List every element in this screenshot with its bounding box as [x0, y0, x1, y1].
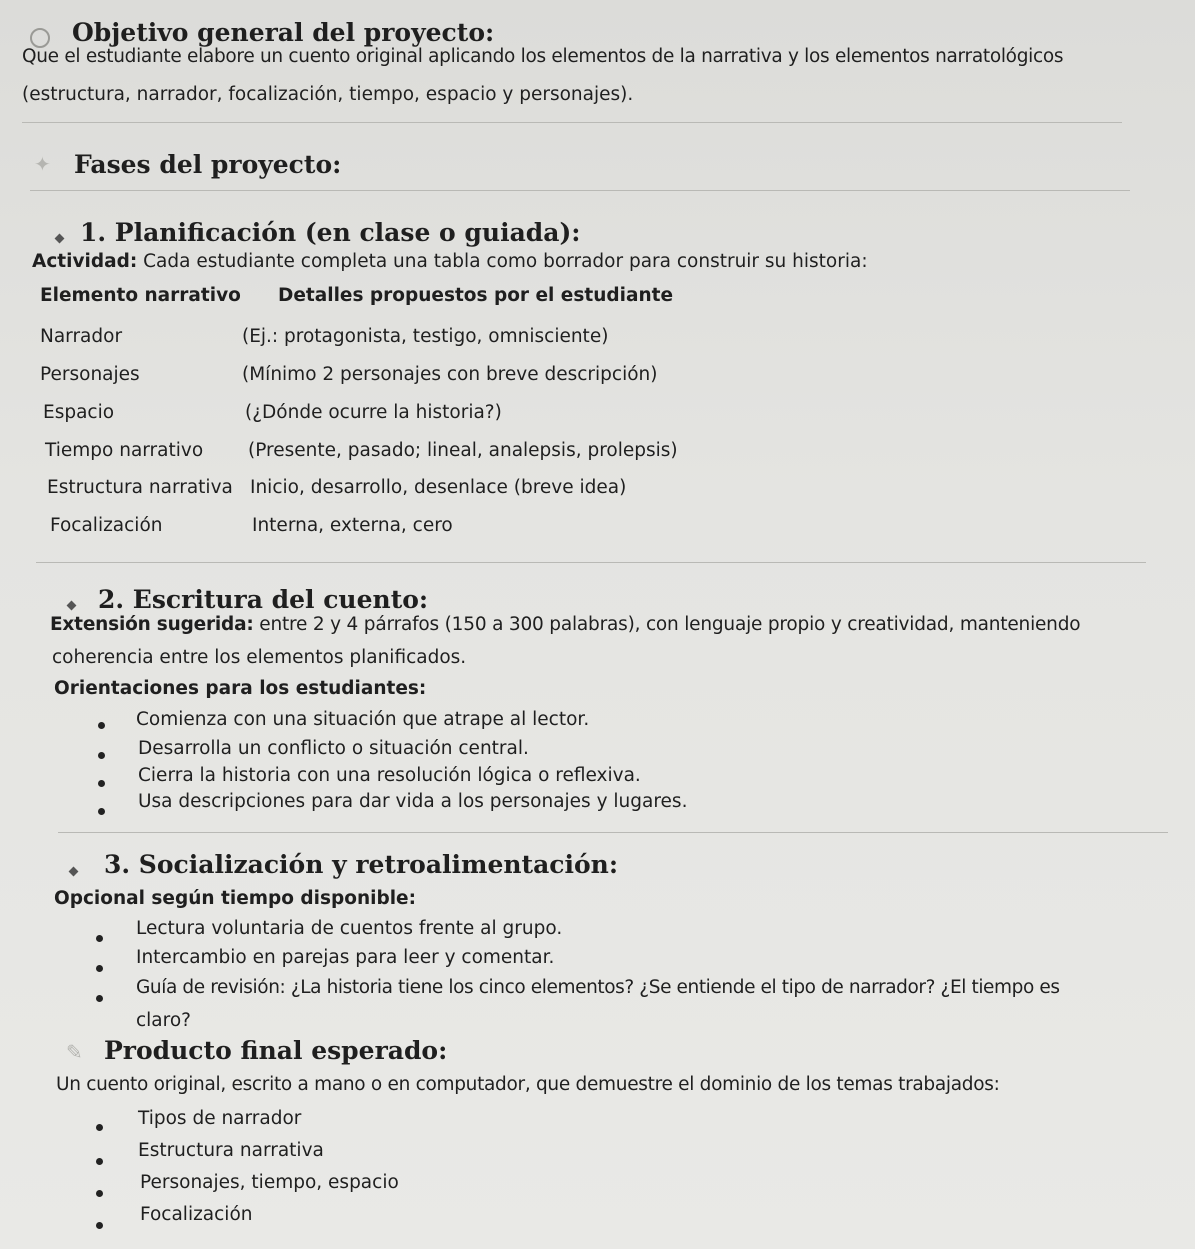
objetivo-line2: (estructura, narrador, focalización, tiempo, espacio y personajes).	[22, 84, 634, 105]
list-item: Focalización	[140, 1204, 253, 1225]
list-item: Cierra la historia con una resolución lógica o reflexiva.	[138, 765, 641, 786]
extension-text: entre 2 y 4 párrafos (150 a 300 palabras), con lenguaje propio y creatividad, manteniendo	[253, 614, 1081, 635]
table-cell-detalle: Inicio, desarrollo, desenlace (breve idea)	[250, 477, 627, 498]
list-item: Desarrolla un conflicto o situación central.	[138, 738, 529, 759]
bullet-icon	[96, 995, 103, 1002]
objetivo-line1: Que el estudiante elabore un cuento original aplicando los elementos de la narrativa y los elementos narratológicos	[22, 46, 1064, 67]
divider	[30, 190, 1130, 191]
list-item: Usa descripciones para dar vida a los personajes y lugares.	[138, 791, 688, 812]
bullet-icon	[98, 722, 105, 729]
bullet-icon	[96, 1222, 103, 1229]
escritura-title: 2. Escritura del cuento:	[98, 585, 429, 614]
table-cell-elemento: Estructura narrativa	[47, 477, 233, 498]
planificacion-title: 1. Planificación (en clase o guiada):	[80, 218, 581, 247]
diamond-bullet-icon	[69, 867, 79, 877]
producto-text: Un cuento original, escrito a mano o en computador, que demuestre el dominio de los temas trabajados:	[56, 1074, 1000, 1095]
list-item: Tipos de narrador	[138, 1108, 302, 1129]
fases-title: Fases del proyecto:	[74, 150, 342, 179]
divider	[58, 832, 1168, 833]
socializacion-title: 3. Socialización y retroalimentación:	[104, 850, 619, 879]
divider	[36, 562, 1146, 563]
table-header-elemento: Elemento narrativo	[40, 285, 241, 306]
table-header-row	[40, 285, 800, 315]
table-cell-detalle: Interna, externa, cero	[252, 515, 453, 536]
bullet-icon	[98, 780, 105, 787]
bullet-icon	[96, 1124, 103, 1131]
table-cell-detalle: (Mínimo 2 personajes con breve descripción)	[242, 364, 658, 385]
table-cell-elemento: Espacio	[43, 402, 115, 423]
bullet-icon	[96, 1158, 103, 1165]
table-cell-elemento: Focalización	[50, 515, 163, 536]
actividad-line	[32, 251, 868, 272]
list-item: Intercambio en parejas para leer y comentar.	[136, 947, 555, 968]
list-item: Guía de revisión: ¿La historia tiene los cinco elementos? ¿Se entiende el tipo de narrador? ¿El tiempo es	[136, 977, 1060, 998]
table-cell-elemento: Tiempo narrativo	[45, 440, 204, 461]
table-row	[40, 326, 800, 356]
actividad-text: Cada estudiante completa una tabla como borrador para construir su historia:	[137, 251, 868, 272]
table-header-detalles: Detalles propuestos por el estudiante	[278, 285, 674, 306]
table-row	[40, 515, 800, 545]
list-item: Estructura narrativa	[138, 1140, 324, 1161]
bullet-icon	[98, 808, 105, 815]
table-row	[40, 477, 800, 507]
objetivo-title: Objetivo general del proyecto:	[72, 18, 495, 47]
list-item: Personajes, tiempo, espacio	[140, 1172, 399, 1193]
table-row	[40, 402, 800, 432]
bullet-icon	[98, 752, 105, 759]
bullet-icon	[96, 965, 103, 972]
orientaciones-label: Orientaciones para los estudiantes:	[54, 678, 427, 699]
table-cell-elemento: Personajes	[40, 364, 140, 385]
extension-label: Extensión sugerida:	[50, 614, 254, 635]
actividad-label: Actividad:	[32, 251, 138, 272]
diamond-bullet-icon	[67, 601, 77, 611]
producto-title: Producto final esperado:	[104, 1036, 448, 1065]
extension-line	[50, 614, 1080, 635]
table-cell-detalle: (Ej.: protagonista, testigo, omnisciente)	[242, 326, 609, 347]
list-item: Comienza con una situación que atrape al lector.	[136, 709, 590, 730]
divider	[22, 122, 1122, 123]
target-icon	[30, 28, 50, 48]
table-row	[40, 440, 800, 470]
pin-icon: ✦	[34, 152, 51, 176]
diamond-bullet-icon	[55, 234, 65, 244]
table-cell-elemento: Narrador	[40, 326, 123, 347]
opcional-label: Opcional según tiempo disponible:	[54, 888, 416, 909]
extension-line2: coherencia entre los elementos planificados.	[52, 647, 467, 668]
table-cell-detalle: (Presente, pasado; lineal, analepsis, prolepsis)	[248, 440, 678, 461]
list-item: Lectura voluntaria de cuentos frente al grupo.	[136, 918, 563, 939]
bullet-icon	[96, 1190, 103, 1197]
list-item-continuation: claro?	[136, 1010, 191, 1031]
table-cell-detalle: (¿Dónde ocurre la historia?)	[245, 402, 502, 423]
pencil-icon: ✎	[66, 1040, 83, 1064]
bullet-icon	[96, 935, 103, 942]
table-row	[40, 364, 800, 394]
